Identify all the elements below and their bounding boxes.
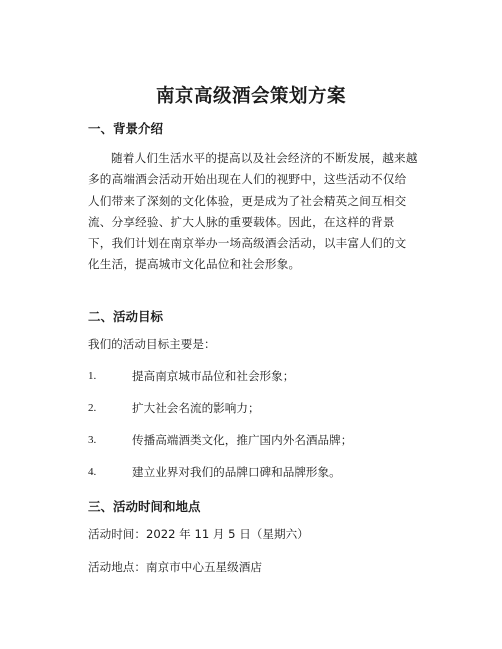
list-item: 提高南京城市品位和社会形象；	[132, 369, 295, 383]
list-item: 传播高端酒类文化，推广国内外名酒品牌；	[132, 433, 353, 447]
list-item-number: 4.	[88, 466, 97, 478]
list-item-number: 1.	[88, 370, 97, 382]
section-heading-time-place: 三、活动时间和地点	[88, 499, 201, 514]
background-paragraph: 随着人们生活水平的提高以及社会经济的不断发展，越来越多的高端酒会活动开始出现在人们的视野中，这些活动不仅给人们带来了深刻的文化体验，更是成为了社会精英之间互相交流、分享经验、扩大人脉的重要载体。因此，在这样的背景下，我们计划在南京举办一场高级酒会活动，以丰富人们的文化生活，提高城市文化品位和社会形象。	[88, 151, 418, 272]
list-item: 扩大社会名流的影响力；	[132, 401, 260, 415]
section-heading-background: 一、背景介绍	[88, 121, 164, 136]
event-place: 活动地点：南京市中心五星级酒店	[88, 560, 262, 574]
list-item: 建立业界对我们的品牌口碑和品牌形象。	[132, 465, 341, 479]
list-item-number: 3.	[88, 434, 97, 446]
goals-intro: 我们的活动目标主要是：	[88, 337, 216, 351]
document-title: 南京高级酒会策划方案	[155, 86, 346, 107]
event-time: 活动时间：2022 年 11 月 5 日（星期六）	[88, 527, 309, 541]
list-item-number: 2.	[88, 402, 97, 414]
section-heading-goals: 二、活动目标	[88, 309, 164, 324]
